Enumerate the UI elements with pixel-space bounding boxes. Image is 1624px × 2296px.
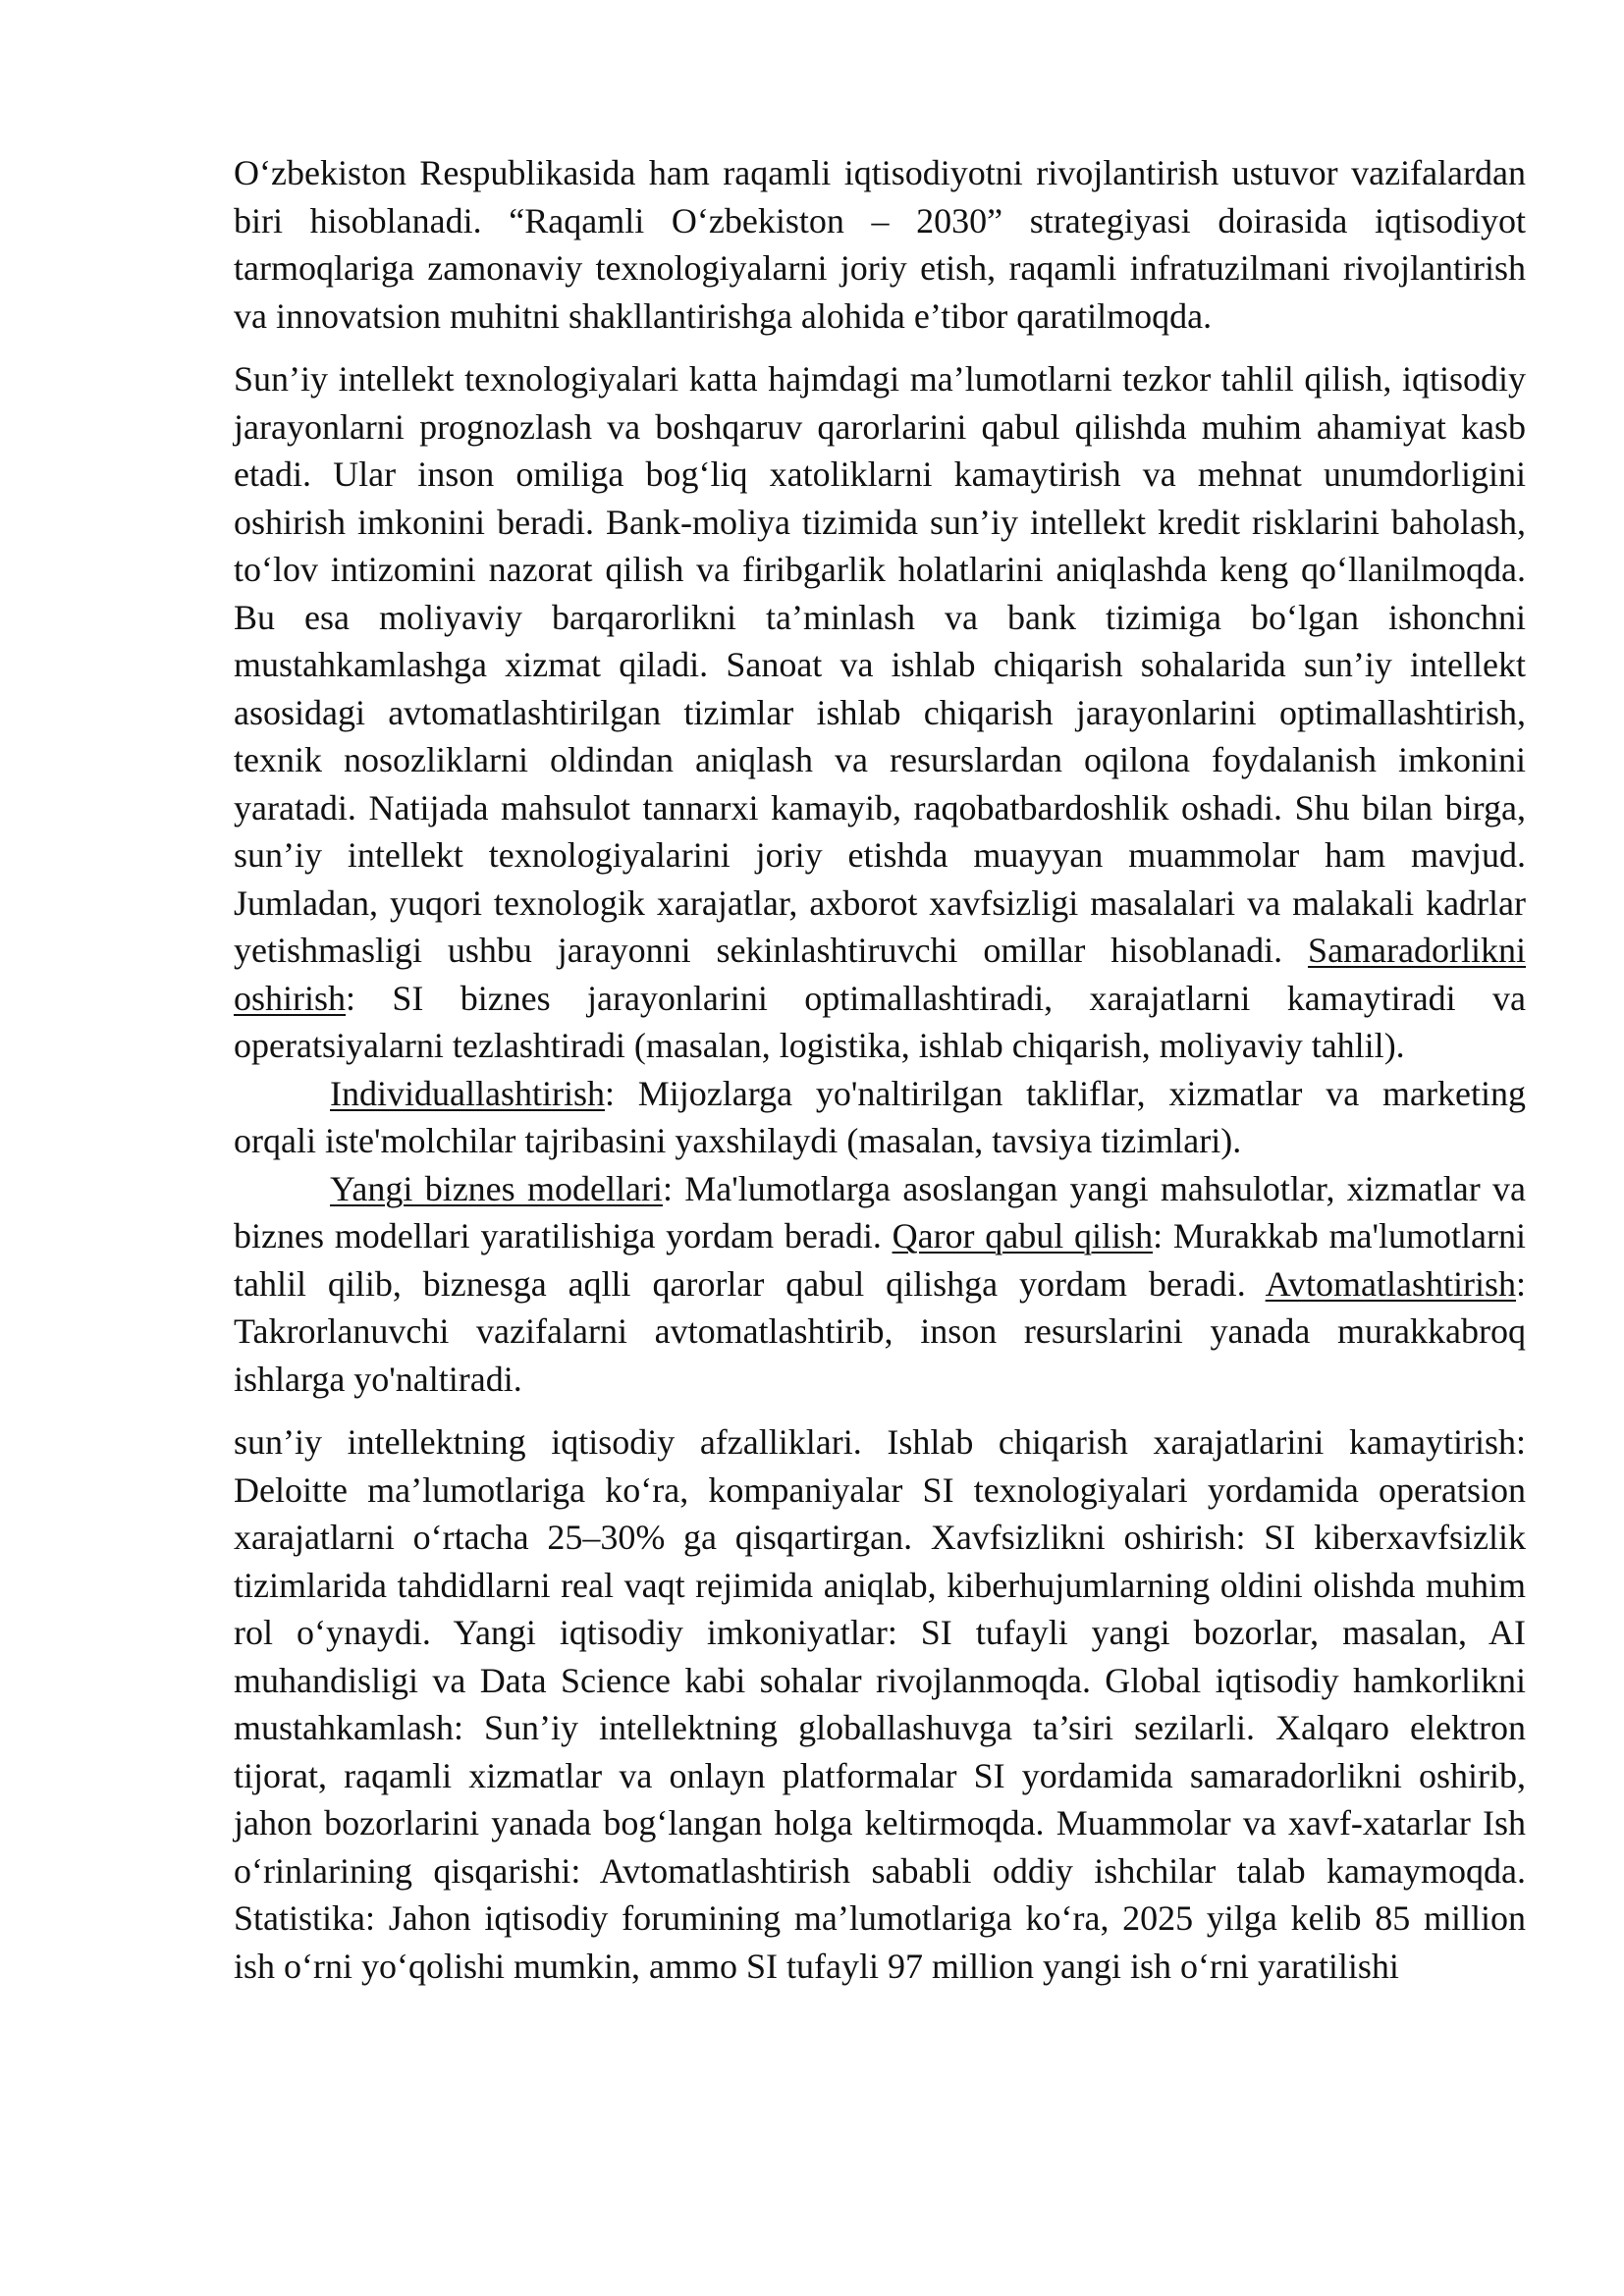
term-yangi-biznes-desc: : Ma'lumotlarga asoslangan yangi mahsulotlar, xizmatlar va biznes modellari yaratilishiga yordam beradi. bbox=[234, 1168, 1526, 1255]
term-qaror-qabul-desc: : Murakkab ma'lumotlarni tahlil qilib, biznesga aqlli qarorlar qabul qilishga yordam beradi. bbox=[234, 1216, 1527, 1304]
term-qaror-qabul: Qaror qabul qilish bbox=[892, 1216, 1154, 1255]
term-avtomatlashtirish: Avtomatlashtirish bbox=[1265, 1263, 1516, 1304]
paragraph-ai-economy bbox=[234, 355, 1526, 1403]
paragraph-digital-uzbekistan: O‘zbekiston Respublikasida ham raqamli iqtisodiyotni rivojlantirish ustuvor vazifalardan biri hisoblanadi. “Raqamli O‘zbekiston – 2030” strategiyasi doirasida iqtisodiyot tarmoqlariga zamonaviy texnologiyalarni joriy etish, raqamli infratuzilmani rivojlantirish va innovatsion muhitni shakllantirishga alohida e’tibor qaratilmoqda. bbox=[234, 153, 1526, 336]
term-samaradorlik: Samaradorlikni oshirish bbox=[234, 931, 1526, 1018]
term-individuallashtirish-desc: : Mijozlarga yo'naltirilgan takliflar, xizmatlar va marketing orqali iste'molchilar tajribasini yaxshilaydi (masalan, tavsiya tizimlari). bbox=[234, 1073, 1526, 1160]
term-yangi-biznes: Yangi biznes modellari bbox=[330, 1168, 663, 1208]
term-avtomatlashtirish-desc: : Takrorlanuvchi vazifalarni avtomatlashtirib, inson resurslarini yanada murakkabroq ishlarga yo'naltiradi. bbox=[234, 1263, 1526, 1399]
document-page bbox=[234, 149, 1526, 1990]
term-samaradorlik-desc: : SI biznes jarayonlarini optimallashtiradi, xarajatlarni kamaytiradi va operatsiyalarni tezlashtiradi (masalan, logistika, ishlab chiqarish, moliyaviy tahlil). bbox=[234, 978, 1526, 1065]
paragraph-ai-advantages: sun’iy intellektning iqtisodiy afzalliklari. Ishlab chiqarish xarajatlarini kamaytirish: Deloitte ma’lumotlariga ko‘ra, kompaniyalar SI texnologiyalari yordamida operatsion xarajatlarni o‘rtacha 25–30% ga qisqartirgan. Xavfsizlikni oshirish: SI kiberxavfsizlik tizimlarida tahdidlarni real vaqt rejimida aniqlab, kiberhujumlarning oldini olishda muhim rol o‘ynaydi. Yangi iqtisodiy imkoniyatlar: SI tufayli yangi bozorlar, masalan, AI muhandisligi va Data Science kabi sohalar rivojlanmoqda. Global iqtisodiy hamkorlikni mustahkamlash: Sun’iy intellektning globallashuvga ta’siri sezilarli. Xalqaro elektron tijorat, raqamli xizmatlar va onlayn platformalar SI yordamida samaradorlikni oshirib, jahon bozorlarini yanada bog‘langan holga keltirmoqda. Muammolar va xavf-xatarlar Ish o‘rinlarining qisqarishi: Avtomatlashtirish sababli oddiy ishchilar talab kamaymoqda. Statistika: Jahon iqtisodiy forumining ma’lumotlariga ko‘ra, 2025 yilga kelib 85 million ish o‘rni yo‘qolishi mumkin, ammo SI tufayli 97 million yangi ish o‘rni yaratilishi bbox=[234, 1422, 1526, 1986]
term-individuallashtirish: Individuallashtirish bbox=[330, 1073, 605, 1113]
paragraph-ai-economy-text: Sun’iy intellekt texnologiyalari katta hajmdagi ma’lumotlarni tezkor tahlil qilish, iqtisodiy jarayonlarni prognozlash va boshqaruv qarorlarini qabul qilishda muhim ahamiyat kasb etadi. Ular inson omiliga bog‘liq xatoliklarni kamaytirish va mehnat unumdorligini oshirish imkonini beradi. Bank-moliya tizimida sun’iy intellekt kredit risklarini baholash, to‘lov intizomini nazorat qilish va firibgarlik holatlarini aniqlashda keng qo‘llanilmoqda. Bu esa moliyaviy barqarorlikni ta’minlash va bank tizimiga bo‘lgan ishonchni mustahkamlashga xizmat qiladi. Sanoat va ishlab chiqarish sohalarida sun’iy intellekt asosidagi avtomatlashtirilgan tizimlar ishlab chiqarish jarayonlarini optimallashtirish, texnik nosozliklarni oldindan aniqlash va resurslardan oqilona foydalanish imkonini yaratadi. Natijada mahsulot tannarxi kamayib, raqobatbardoshlik oshadi. Shu bilan birga, sun’iy intellekt texnologiyalarini joriy etishda muayyan muammolar ham mavjud. Jumladan, yuqori texnologik xarajatlar, axborot xavfsizligi masalalari va malakali kadrlar yetishmasligi ushbu jarayonni sekinlashtiruvchi omillar hisoblanadi. bbox=[234, 359, 1526, 970]
